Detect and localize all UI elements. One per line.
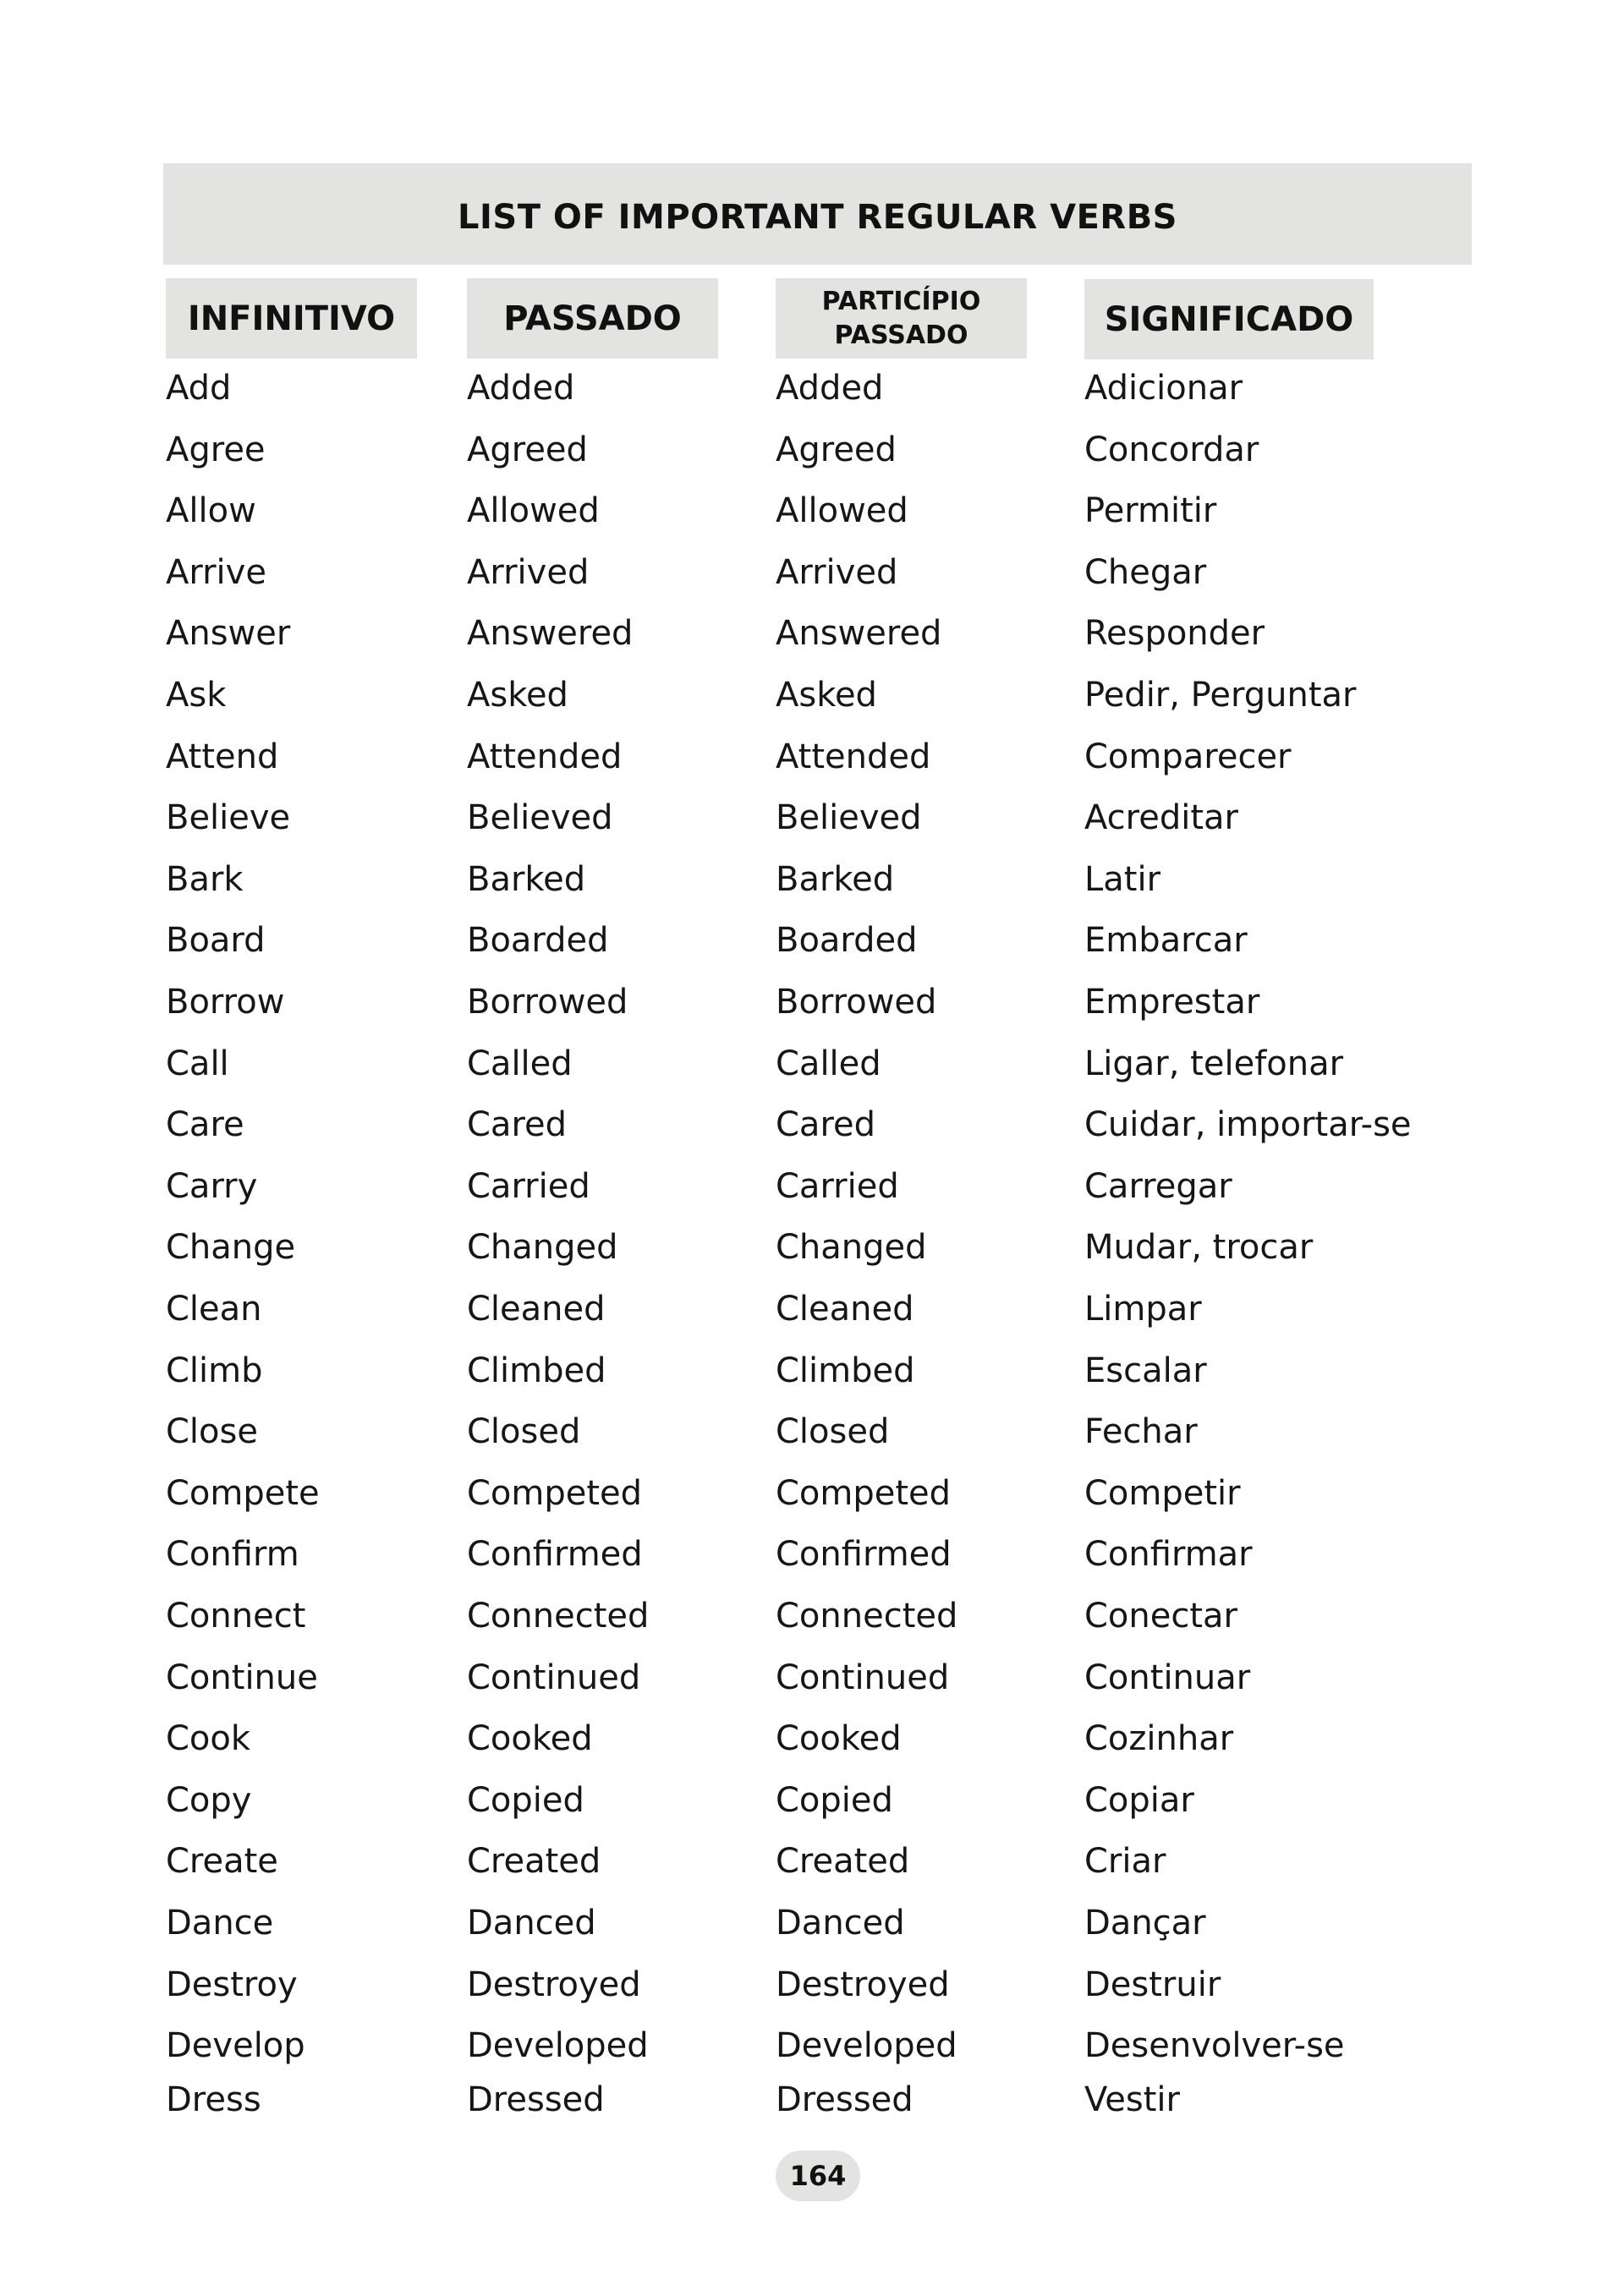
cell-passado: Believed — [467, 798, 613, 838]
cell-infinitivo: Agree — [166, 430, 266, 469]
cell-participio: Called — [776, 1044, 881, 1083]
cell-infinitivo: Call — [166, 1044, 229, 1083]
table-row — [0, 1591, 1624, 1641]
cell-infinitivo: Care — [166, 1105, 244, 1145]
cell-significado: Escalar — [1084, 1351, 1207, 1390]
table-row — [0, 854, 1624, 905]
cell-infinitivo: Develop — [166, 2026, 305, 2066]
table-row — [0, 1652, 1624, 1703]
table-row — [0, 608, 1624, 659]
cell-participio: Dressed — [776, 2080, 914, 2119]
cell-significado: Carregar — [1084, 1166, 1232, 1206]
cell-infinitivo: Attend — [166, 737, 279, 776]
cell-participio: Continued — [776, 1658, 950, 1697]
cell-significado: Criar — [1084, 1842, 1166, 1882]
cell-significado: Copiar — [1084, 1780, 1194, 1820]
cell-participio: Confirmed — [776, 1535, 952, 1575]
table-row — [0, 1099, 1624, 1150]
cell-passado: Competed — [467, 1473, 643, 1513]
cell-infinitivo: Board — [166, 921, 266, 961]
cell-participio: Created — [776, 1842, 910, 1882]
cell-passado: Cooked — [467, 1719, 593, 1759]
cell-passado: Dressed — [467, 2080, 605, 2119]
cell-infinitivo: Confirm — [166, 1535, 299, 1575]
header-participio-label-line1: PARTICÍPIO — [821, 286, 981, 316]
cell-infinitivo: Continue — [166, 1658, 318, 1697]
cell-participio: Borrowed — [776, 983, 937, 1022]
cell-infinitivo: Create — [166, 1842, 278, 1882]
table-row — [0, 363, 1624, 414]
cell-significado: Fechar — [1084, 1412, 1198, 1452]
table-row — [0, 977, 1624, 1027]
table-row — [0, 1161, 1624, 1212]
cell-passado: Borrowed — [467, 983, 628, 1022]
cell-infinitivo: Compete — [166, 1473, 320, 1513]
cell-significado: Limpar — [1084, 1290, 1202, 1329]
cell-participio: Developed — [776, 2026, 957, 2066]
cell-significado: Latir — [1084, 859, 1161, 899]
cell-passado: Closed — [467, 1412, 581, 1452]
cell-participio: Connected — [776, 1597, 958, 1636]
cell-participio: Agreed — [776, 430, 897, 469]
cell-passado: Copied — [467, 1780, 584, 1820]
cell-participio: Carried — [776, 1166, 899, 1206]
cell-participio: Cleaned — [776, 1290, 914, 1329]
cell-participio: Added — [776, 369, 884, 408]
cell-infinitivo: Copy — [166, 1780, 252, 1820]
table-row — [0, 1529, 1624, 1580]
cell-significado: Mudar, trocar — [1084, 1228, 1314, 1268]
cell-significado: Desenvolver-se — [1084, 2026, 1345, 2066]
cell-participio: Competed — [776, 1473, 952, 1513]
cell-participio: Believed — [776, 798, 922, 838]
cell-passado: Created — [467, 1842, 601, 1882]
table-row — [0, 547, 1624, 598]
table-row — [0, 1345, 1624, 1396]
cell-infinitivo: Clean — [166, 1290, 262, 1329]
cell-passado: Cleaned — [467, 1290, 606, 1329]
cell-participio: Climbed — [776, 1351, 915, 1390]
cell-participio: Barked — [776, 859, 895, 899]
table-row — [0, 1406, 1624, 1457]
table-row — [0, 1284, 1624, 1334]
cell-significado: Responder — [1084, 614, 1265, 654]
cell-passado: Carried — [467, 1166, 590, 1206]
cell-passado: Continued — [467, 1658, 641, 1697]
table-row — [0, 485, 1624, 536]
cell-significado: Cozinhar — [1084, 1719, 1234, 1759]
cell-significado: Comparecer — [1084, 737, 1292, 776]
cell-passado: Asked — [467, 676, 568, 715]
cell-significado: Vestir — [1084, 2080, 1180, 2119]
page-number-badge — [776, 2151, 860, 2201]
cell-significado: Emprestar — [1084, 983, 1260, 1022]
table-row — [0, 1468, 1624, 1519]
cell-passado: Barked — [467, 859, 586, 899]
cell-infinitivo: Dance — [166, 1904, 274, 1943]
table-row — [0, 670, 1624, 721]
cell-participio: Copied — [776, 1780, 893, 1820]
header-passado-label: PASSADO — [503, 299, 682, 338]
cell-infinitivo: Close — [166, 1412, 258, 1452]
cell-passado: Called — [467, 1044, 573, 1083]
cell-significado: Conectar — [1084, 1597, 1237, 1636]
table-row — [0, 425, 1624, 475]
cell-passado: Danced — [467, 1904, 596, 1943]
cell-significado: Permitir — [1084, 491, 1217, 531]
cell-infinitivo: Change — [166, 1228, 296, 1268]
cell-passado: Cared — [467, 1105, 568, 1145]
cell-significado: Concordar — [1084, 430, 1259, 469]
cell-participio: Closed — [776, 1412, 890, 1452]
cell-participio: Destroyed — [776, 1964, 950, 2004]
table-row — [0, 792, 1624, 843]
cell-infinitivo: Connect — [166, 1597, 306, 1636]
cell-significado: Pedir, Perguntar — [1084, 676, 1357, 715]
cell-passado: Connected — [467, 1597, 650, 1636]
cell-participio: Changed — [776, 1228, 927, 1268]
cell-infinitivo: Answer — [166, 614, 291, 654]
cell-infinitivo: Borrow — [166, 983, 285, 1022]
table-row — [0, 1836, 1624, 1887]
table-row — [0, 1038, 1624, 1089]
page-number: 164 — [789, 2160, 847, 2192]
cell-participio: Asked — [776, 676, 877, 715]
cell-infinitivo: Arrive — [166, 552, 266, 592]
cell-participio: Danced — [776, 1904, 905, 1943]
cell-passado: Added — [467, 369, 575, 408]
cell-participio: Answered — [776, 614, 942, 654]
table-row — [0, 2074, 1624, 2125]
header-infinitivo-label: INFINITIVO — [187, 299, 396, 338]
cell-passado: Attended — [467, 737, 623, 776]
cell-significado: Destruir — [1084, 1964, 1221, 2004]
cell-passado: Arrived — [467, 552, 590, 592]
cell-infinitivo: Destroy — [166, 1964, 298, 2004]
cell-passado: Developed — [467, 2026, 649, 2066]
table-row — [0, 732, 1624, 782]
cell-infinitivo: Believe — [166, 798, 291, 838]
cell-significado: Chegar — [1084, 552, 1207, 592]
cell-infinitivo: Add — [166, 369, 232, 408]
table-row — [0, 1222, 1624, 1273]
cell-passado: Allowed — [467, 491, 600, 531]
cell-passado: Climbed — [467, 1351, 606, 1390]
cell-significado: Dançar — [1084, 1904, 1206, 1943]
cell-participio: Arrived — [776, 552, 898, 592]
cell-infinitivo: Dress — [166, 2080, 261, 2119]
table-row — [0, 915, 1624, 966]
cell-infinitivo: Cook — [166, 1719, 251, 1759]
page-title: LIST OF IMPORTANT REGULAR VERBS — [458, 198, 1177, 237]
cell-infinitivo: Carry — [166, 1166, 258, 1206]
cell-significado: Acreditar — [1084, 798, 1238, 838]
cell-participio: Cooked — [776, 1719, 902, 1759]
cell-infinitivo: Bark — [166, 859, 244, 899]
cell-significado: Competir — [1084, 1473, 1241, 1513]
table-row — [0, 1898, 1624, 1948]
cell-passado: Agreed — [467, 430, 588, 469]
cell-passado: Changed — [467, 1228, 618, 1268]
cell-significado: Confirmar — [1084, 1535, 1253, 1575]
cell-significado: Adicionar — [1084, 369, 1243, 408]
cell-passado: Boarded — [467, 921, 609, 961]
table-row — [0, 2020, 1624, 2071]
table-row — [0, 1713, 1624, 1764]
cell-infinitivo: Allow — [166, 491, 256, 531]
cell-participio: Cared — [776, 1105, 876, 1145]
cell-participio: Allowed — [776, 491, 908, 531]
cell-significado: Ligar, telefonar — [1084, 1044, 1344, 1083]
cell-significado: Cuidar, importar-se — [1084, 1105, 1412, 1145]
cell-significado: Embarcar — [1084, 921, 1248, 961]
cell-passado: Confirmed — [467, 1535, 643, 1575]
cell-participio: Boarded — [776, 921, 918, 961]
cell-passado: Answered — [467, 614, 634, 654]
cell-significado: Continuar — [1084, 1658, 1251, 1697]
cell-passado: Destroyed — [467, 1964, 641, 2004]
cell-infinitivo: Ask — [166, 676, 227, 715]
table-row — [0, 1959, 1624, 2010]
cell-participio: Attended — [776, 737, 931, 776]
header-participio-label-line2: PASSADO — [834, 320, 968, 350]
header-significado-label: SIGNIFICADO — [1104, 299, 1354, 339]
table-row — [0, 1775, 1624, 1826]
cell-infinitivo: Climb — [166, 1351, 263, 1390]
